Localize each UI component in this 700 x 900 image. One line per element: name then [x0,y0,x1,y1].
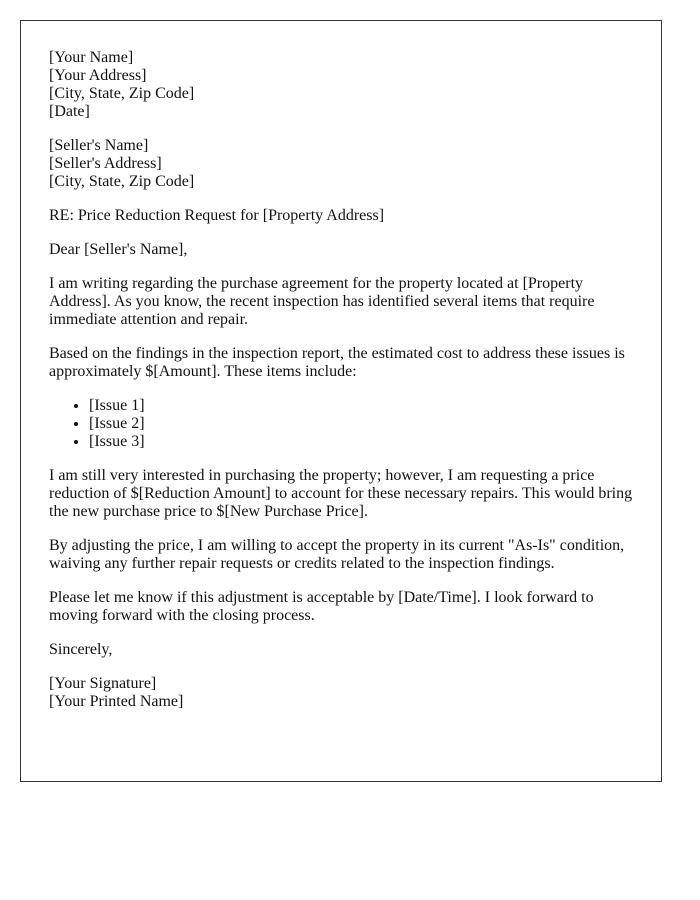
sender-name: [Your Name] [49,49,134,66]
paragraph: Based on the findings in the inspection report, the estimated cost to address these issues is approximately $[Amount]. These items include: [49,345,625,380]
letter [20,20,662,782]
list-item: • [Issue 1] [89,397,633,415]
recipient-city: [City, State, Zip Code] [49,173,195,190]
paragraph: By adjusting the price, I am willing to accept the property in its current "As-Is" condition, waiving any further repair requests or credits related to the inspection findings. [49,537,625,572]
signature: [Your Signature] [49,675,157,692]
letter-date: [Date] [49,103,90,120]
recipient-name: [Seller's Name] [49,137,149,154]
salutation: Dear [Seller's Name], [49,241,188,258]
signature-block [49,675,633,711]
paragraph: I am still very interested in purchasing the property; however, I am requesting a price reduction of $[Reduction Amount] to account for these necessary repairs. This would bring the new purchase price to $[New Purchase Price]. [49,467,633,520]
recipient-address [49,137,633,191]
paragraph: Please let me know if this adjustment is acceptable by [Date/Time]. I look forward to moving forward with the closing process. [49,589,594,624]
list-item: • [Issue 3] [89,433,633,451]
sender-street: [Your Address] [49,67,147,84]
printed-name: [Your Printed Name] [49,693,184,710]
sender-city: [City, State, Zip Code] [49,85,195,102]
closing: Sincerely, [49,641,113,658]
list-item: • [Issue 2] [89,415,633,433]
recipient-street: [Seller's Address] [49,155,162,172]
issues-list [49,397,633,451]
sender-address [49,49,633,121]
paragraph: I am writing regarding the purchase agreement for the property located at [Property Address]. As you know, the recent inspection has identified several items that require immediate attention and repair. [49,275,595,328]
subject-line: RE: Price Reduction Request for [Property Address] [49,207,385,224]
